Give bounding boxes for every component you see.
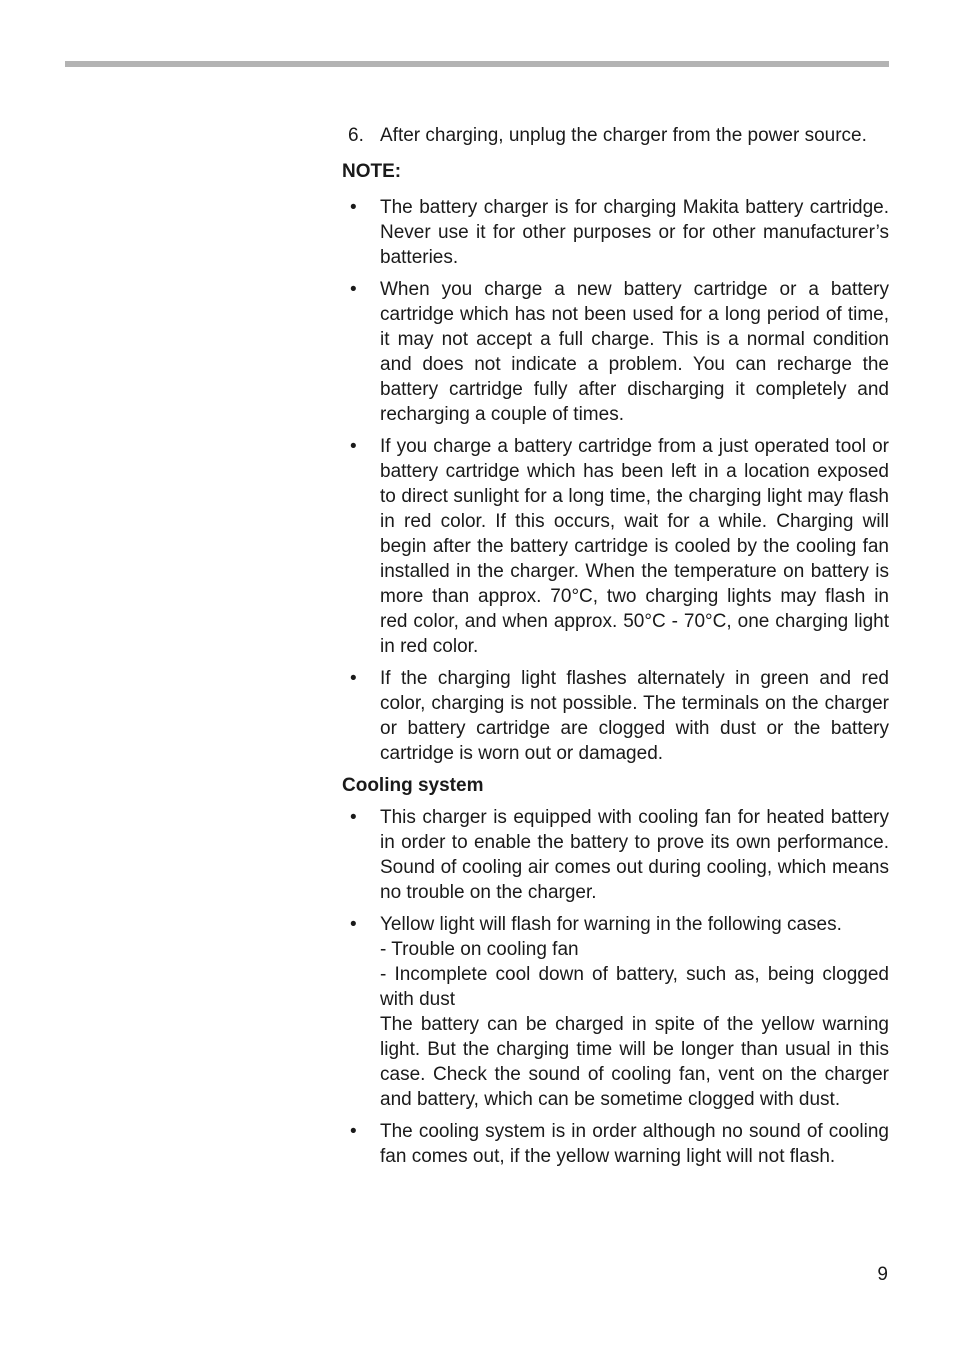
note-bullet-text: The battery charger is for charging Makita battery cartridge. Never use it for other purposes or for other manufacturer’s batteries.	[380, 197, 889, 268]
note-bullet-4	[342, 666, 889, 766]
note-heading: NOTE:	[342, 161, 402, 182]
numbered-step-6	[342, 123, 889, 148]
step-number: 6.	[348, 125, 364, 146]
bullet-marker: •	[350, 1121, 357, 1142]
warning-intro: Yellow light will flash for warning in the following cases.	[380, 914, 842, 935]
warning-body: The battery can be charged in spite of the yellow warning light. But the charging time will be longer than usual in this case. Check the sound of cooling fan, vent on the charger and battery, which can be sometime clogged with dust.	[380, 1014, 889, 1110]
note-bullet-text: If the charging light flashes alternately in green and red color, charging is not possible. The terminals on the charger or battery cartridge are clogged with dust or the battery cartridge is worn out or damaged.	[380, 668, 889, 764]
cooling-bullet-text: This charger is equipped with cooling fan for heated battery in order to enable the battery to prove its own performance. Sound of cooling air comes out during cooling, which means no trouble on the charger.	[380, 807, 889, 903]
note-bullet-1	[342, 195, 889, 270]
cooling-bullet-2	[342, 912, 889, 1112]
cooling-bullet-3	[342, 1119, 889, 1169]
cooling-bullet-1	[342, 805, 889, 905]
bullet-marker: •	[350, 279, 357, 300]
bullet-marker: •	[350, 197, 357, 218]
step-text: After charging, unplug the charger from the power source.	[380, 125, 867, 146]
cooling-system-heading: Cooling system	[342, 775, 484, 796]
note-bullet-text: When you charge a new battery cartridge or a battery cartridge which has not been used for a long period of time, it may not accept a full charge. This is a normal condition and does not indicate a problem. You can recharge the battery cartridge fully after discharging it completely and recharging a couple of times.	[380, 279, 889, 425]
bullet-marker: •	[350, 807, 357, 828]
cooling-warning-block	[380, 912, 889, 1112]
warning-case-fan: - Trouble on cooling fan	[380, 939, 579, 960]
bullet-marker: •	[350, 668, 357, 689]
header-rule	[65, 61, 889, 67]
note-bullet-2	[342, 277, 889, 427]
page-number: 9	[877, 1264, 888, 1285]
cooling-bullet-text: The cooling system is in order although no sound of cooling fan comes out, if the yellow warning light will not flash.	[380, 1121, 889, 1167]
note-bullet-text: If you charge a battery cartridge from a just operated tool or battery cartridge which has been left in a location exposed to direct sunlight for a long time, the charging light may flash in red color. If this occurs, wait for a while. Charging will begin after the battery cartridge is cooled by the cooling fan installed in the charger. When the temperature on battery is more than approx. 70°C, two charging lights may flash in red color, and when approx. 50°C - 70°C, one charging light in red color.	[380, 436, 889, 657]
warning-case-cooldown: - Incomplete cool down of battery, such as, being clogged with dust	[380, 964, 889, 1010]
note-bullet-3	[342, 434, 889, 659]
page-content	[342, 123, 889, 1176]
bullet-marker: •	[350, 914, 357, 935]
bullet-marker: •	[350, 436, 357, 457]
